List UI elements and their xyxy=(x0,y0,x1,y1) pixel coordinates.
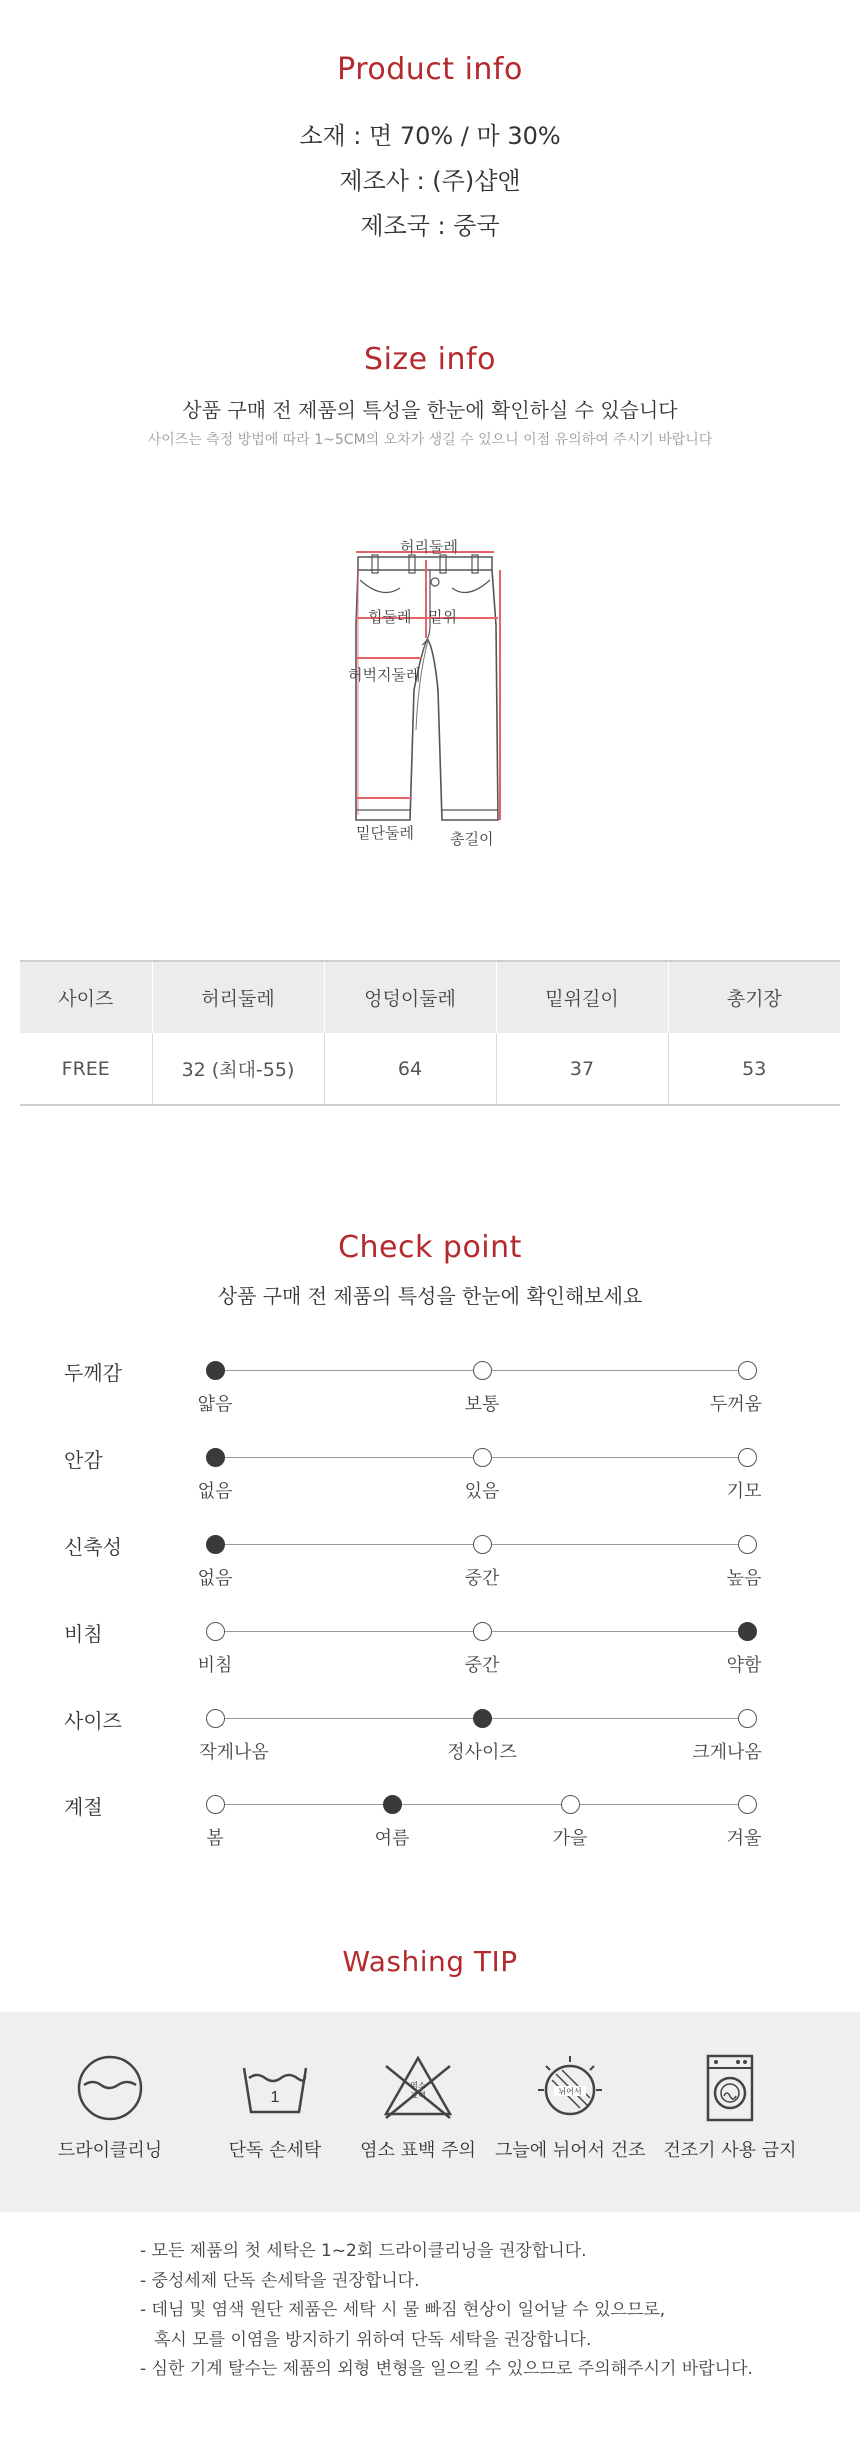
hand-wash-icon-number: 1 xyxy=(270,2089,280,2106)
pants-size-diagram xyxy=(330,530,530,860)
diagram-label-hem: 밑단둘레 xyxy=(356,824,414,842)
product-info-title: Product info xyxy=(337,52,523,87)
check-dot xyxy=(738,1795,757,1814)
check-point-lead: 상품 구매 전 제품의 특성을 한눈에 확인해보세요 xyxy=(217,1284,643,1308)
size-table-header: 밑위길이 xyxy=(496,961,668,1033)
check-option-label: 봄 xyxy=(206,1828,224,1849)
check-dot xyxy=(561,1795,580,1814)
size-table-cell: FREE xyxy=(20,1033,152,1105)
check-row-stretch xyxy=(0,1527,860,1587)
dry-cleaning-icon xyxy=(74,2052,146,2124)
washing-note: - 데님 및 염색 원단 제품은 세탁 시 물 빠짐 현상이 일어날 수 있으므로, xyxy=(140,2300,666,2320)
check-row-label: 비침 xyxy=(64,1622,103,1646)
check-option-label: 얇음 xyxy=(197,1394,233,1415)
washing-note: - 심한 기계 탈수는 제품의 외형 변형을 일으킬 수 있으므로 주의해주시기 바랍니다. xyxy=(140,2359,753,2379)
check-option-label: 두꺼움 xyxy=(709,1394,763,1415)
check-option-label: 중간 xyxy=(464,1655,500,1676)
check-dot xyxy=(473,1448,492,1467)
washing-item-hand-wash xyxy=(200,2052,350,2162)
check-row-season xyxy=(0,1787,860,1847)
check-dot-selected xyxy=(383,1795,402,1814)
check-option-label: 작게나옴 xyxy=(199,1742,269,1763)
shade-dry-icon-text: 뉘어서 xyxy=(558,2087,582,2096)
hand-wash-icon xyxy=(239,2052,311,2124)
origin-text: 제조국 : 중국 xyxy=(360,212,500,240)
check-dot xyxy=(206,1709,225,1728)
washing-note: - 모든 제품의 첫 세탁은 1~2회 드라이클리닝을 권장합니다. xyxy=(140,2241,587,2261)
check-dot-selected xyxy=(206,1448,225,1467)
check-row-fit xyxy=(0,1701,860,1761)
size-info-title: Size info xyxy=(364,342,496,377)
shade-dry-icon xyxy=(534,2052,606,2124)
check-dot xyxy=(473,1361,492,1380)
washing-label: 그늘에 뉘어서 건조 xyxy=(495,2140,646,2161)
check-option-label: 정사이즈 xyxy=(447,1742,517,1763)
washing-item-shade-dry xyxy=(495,2052,645,2162)
size-info-lead: 상품 구매 전 제품의 특성을 한눈에 확인하실 수 있습니다 xyxy=(182,398,678,422)
maker-text: 제조사 : (주)샵앤 xyxy=(339,167,521,195)
no-bleach-icon-text: 염소 표백 xyxy=(410,2081,426,2100)
diagram-label-thigh: 허벅지둘레 xyxy=(348,666,421,684)
check-option-label: 비침 xyxy=(197,1655,233,1676)
check-row-sheerness xyxy=(0,1614,860,1674)
check-row-label: 사이즈 xyxy=(64,1709,122,1733)
washing-label: 드라이클리닝 xyxy=(57,2140,163,2161)
check-dot xyxy=(473,1622,492,1641)
no-bleach-icon xyxy=(382,2052,454,2124)
diagram-label-waist: 허리둘레 xyxy=(400,538,458,556)
pants-illustration xyxy=(330,530,530,860)
check-row-label: 계절 xyxy=(64,1795,103,1819)
check-row-label: 두께감 xyxy=(64,1361,122,1385)
washing-item-no-tumble-dry xyxy=(655,2052,805,2162)
check-dot-selected xyxy=(473,1709,492,1728)
size-table-cell: 64 xyxy=(324,1033,496,1105)
check-option-label: 보통 xyxy=(464,1394,500,1415)
washing-tip-title: Washing TIP xyxy=(342,1945,518,1978)
check-option-label: 겨울 xyxy=(726,1828,762,1849)
size-info-note: 사이즈는 측정 방법에 따라 1~5CM의 오차가 생길 수 있으니 이점 유의하여 주시기 바랍니다 xyxy=(147,432,713,448)
check-row-lining xyxy=(0,1440,860,1500)
diagram-label-hip: 힙둘레 xyxy=(368,608,412,626)
diagram-label-length: 총길이 xyxy=(450,830,494,848)
check-dot xyxy=(738,1709,757,1728)
check-option-label: 없음 xyxy=(197,1481,233,1502)
check-row-thickness xyxy=(0,1353,860,1413)
size-table-cell: 53 xyxy=(668,1033,840,1105)
check-dot xyxy=(206,1795,225,1814)
check-row-label: 안감 xyxy=(64,1448,103,1472)
size-table-cell: 32 (최대-55) xyxy=(152,1033,324,1105)
washing-label: 단독 손세탁 xyxy=(228,2140,322,2161)
check-row-track xyxy=(215,1804,747,1805)
no-tumble-dry-icon xyxy=(694,2052,766,2124)
check-dot xyxy=(738,1535,757,1554)
check-dot xyxy=(473,1535,492,1554)
check-option-label: 가을 xyxy=(552,1828,588,1849)
size-table-header: 엉덩이둘레 xyxy=(324,961,496,1033)
check-dot xyxy=(738,1361,757,1380)
check-option-label: 크게나옴 xyxy=(692,1742,762,1763)
size-table-cell: 37 xyxy=(496,1033,668,1105)
check-dot-selected xyxy=(206,1535,225,1554)
check-row-label: 신축성 xyxy=(64,1535,122,1559)
check-option-label: 기모 xyxy=(726,1481,762,1502)
material-text: 소재 : 면 70% / 마 30% xyxy=(299,122,561,150)
check-dot xyxy=(738,1448,757,1467)
diagram-label-rise: 밑위 xyxy=(428,608,457,626)
check-dot xyxy=(206,1622,225,1641)
washing-note: - 중성세제 단독 손세탁을 권장합니다. xyxy=(140,2270,420,2291)
check-dot-selected xyxy=(206,1361,225,1380)
check-option-label: 높음 xyxy=(726,1568,762,1589)
washing-icons-band xyxy=(0,2012,860,2212)
check-point-title: Check point xyxy=(338,1230,522,1265)
size-table-header: 사이즈 xyxy=(20,961,152,1033)
washing-label: 염소 표백 주의 xyxy=(360,2140,476,2161)
check-option-label: 여름 xyxy=(374,1828,410,1849)
size-table-header-row xyxy=(20,961,840,1033)
washing-note: 혹시 모를 이염을 방지하기 위하여 단독 세탁을 권장합니다. xyxy=(154,2329,592,2350)
check-dot-selected xyxy=(738,1622,757,1641)
check-option-label: 있음 xyxy=(464,1481,500,1502)
washing-item-no-bleach xyxy=(343,2052,493,2162)
washing-item-dry-cleaning xyxy=(35,2052,185,2162)
table-row xyxy=(20,1033,840,1105)
check-option-label: 약함 xyxy=(726,1655,762,1676)
washing-label: 건조기 사용 금지 xyxy=(663,2140,797,2161)
check-option-label: 중간 xyxy=(464,1568,500,1589)
washing-notes xyxy=(140,2237,780,2385)
size-table xyxy=(20,960,840,1106)
check-option-label: 없음 xyxy=(197,1568,233,1589)
size-table-header: 총기장 xyxy=(668,961,840,1033)
size-table-header: 허리둘레 xyxy=(152,961,324,1033)
